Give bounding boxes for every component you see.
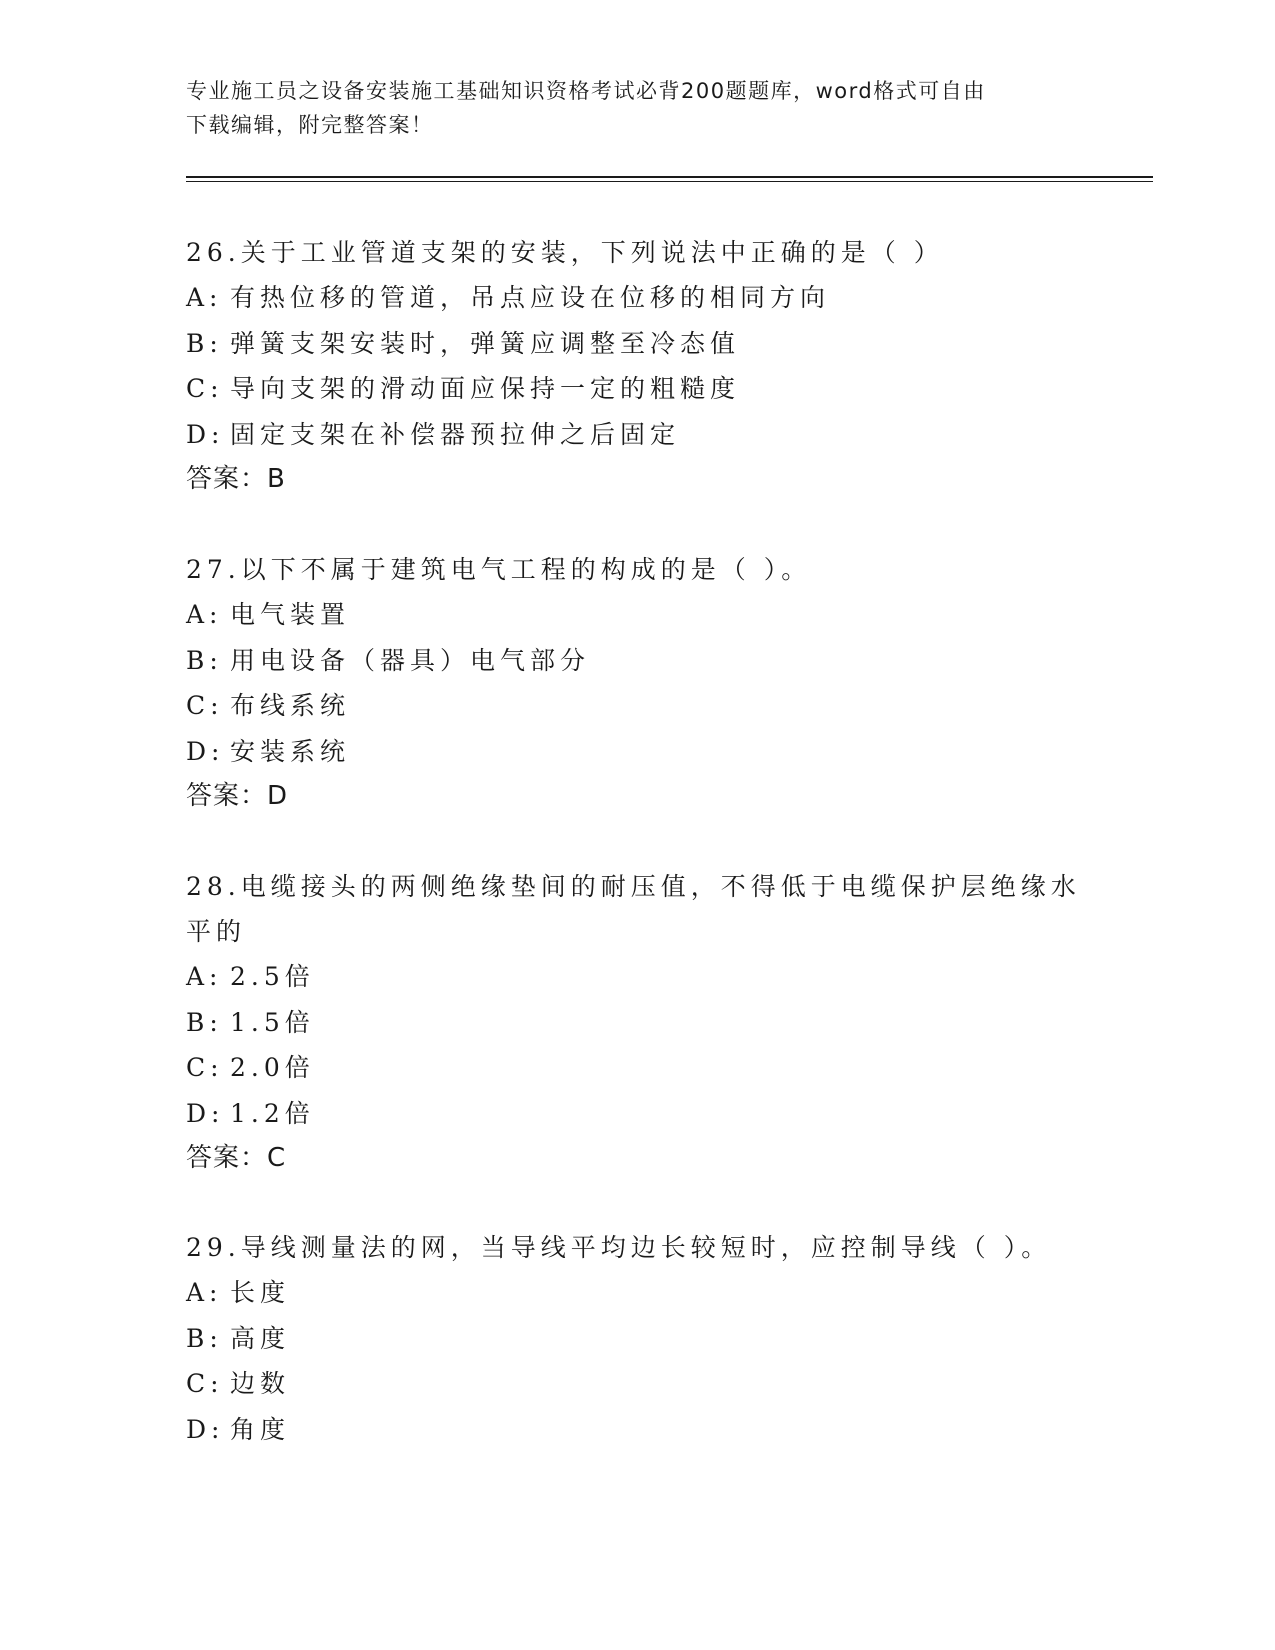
- option-key: D:: [186, 1098, 225, 1128]
- option-c: [186, 683, 1086, 729]
- option-key: A:: [186, 1278, 223, 1307]
- option-b: [186, 321, 1086, 367]
- option-text: 角度: [230, 1414, 291, 1444]
- question-stem: 26.关于工业管道支架的安装，下列说法中正确的是（ ）: [186, 238, 944, 267]
- option-key: A:: [186, 283, 223, 312]
- option-text: 布线系统: [230, 691, 351, 720]
- option-key: B:: [186, 1007, 223, 1037]
- option-text: 边数: [230, 1369, 291, 1398]
- option-d: [186, 1091, 1086, 1137]
- option-key: B:: [186, 328, 223, 358]
- option-text: 安装系统: [230, 736, 351, 766]
- option-key: B:: [186, 1323, 223, 1353]
- option-key: C:: [186, 374, 224, 403]
- option-text: 电气装置: [230, 600, 351, 629]
- option-key: C:: [186, 691, 224, 720]
- option-key: B:: [186, 645, 223, 675]
- option-key: A:: [186, 600, 223, 629]
- option-text: 长度: [230, 1278, 291, 1307]
- option-key: D:: [186, 736, 225, 766]
- option-text: 2.0倍: [230, 1053, 315, 1082]
- option-text: 2.5倍: [230, 962, 315, 991]
- option-d: [186, 412, 1086, 458]
- option-c: [186, 1045, 1086, 1091]
- option-c: [186, 1361, 1086, 1407]
- answer: 答案：D: [186, 781, 289, 811]
- option-key: C:: [186, 1053, 224, 1082]
- option-a: [186, 275, 1086, 321]
- option-d: [186, 1407, 1086, 1453]
- question-26: [186, 230, 1086, 502]
- option-text: 固定支架在补偿器预拉伸之后固定: [230, 419, 681, 449]
- question-stem: 29.导线测量法的网，当导线平均边长较短时，应控制导线（ ）。: [186, 1233, 1052, 1262]
- option-a: [186, 592, 1086, 638]
- option-b: [186, 638, 1086, 684]
- option-b: [186, 1000, 1086, 1046]
- answer: 答案：B: [186, 464, 286, 494]
- option-key: D:: [186, 1414, 225, 1444]
- document-header: [186, 74, 1086, 142]
- question-29: [186, 1225, 1086, 1452]
- option-text: 弹簧支架安装时，弹簧应调整至冷态值: [230, 328, 741, 358]
- option-d: [186, 729, 1086, 775]
- header-divider-thin: [186, 181, 1153, 182]
- header-line-1: 专业施工员之设备安装施工基础知识资格考试必背200题题库，word格式可自由: [186, 79, 986, 103]
- question-stem: 27.以下不属于建筑电气工程的构成的是（ ）。: [186, 555, 812, 584]
- option-b: [186, 1316, 1086, 1362]
- question-stem: 28.电缆接头的两侧绝缘垫间的耐压值，不得低于电缆保护层绝缘水平的: [186, 872, 1081, 946]
- option-c: [186, 366, 1086, 412]
- option-text: 1.5倍: [230, 1007, 315, 1037]
- option-text: 用电设备（器具）电气部分: [230, 645, 591, 675]
- question-27: [186, 547, 1086, 819]
- option-key: D:: [186, 419, 225, 449]
- option-key: C:: [186, 1369, 224, 1398]
- header-divider-thick: [186, 176, 1153, 178]
- option-a: [186, 1270, 1086, 1316]
- option-text: 高度: [230, 1323, 291, 1353]
- option-text: 1.2倍: [230, 1098, 315, 1128]
- option-text: 导向支架的滑动面应保持一定的粗糙度: [230, 374, 741, 403]
- option-text: 有热位移的管道，吊点应设在位移的相同方向: [230, 283, 831, 312]
- header-line-2: 下载编辑，附完整答案！: [186, 113, 434, 137]
- question-28: [186, 864, 1086, 1181]
- option-key: A:: [186, 962, 223, 991]
- answer: 答案：C: [186, 1143, 287, 1173]
- option-a: [186, 954, 1086, 1000]
